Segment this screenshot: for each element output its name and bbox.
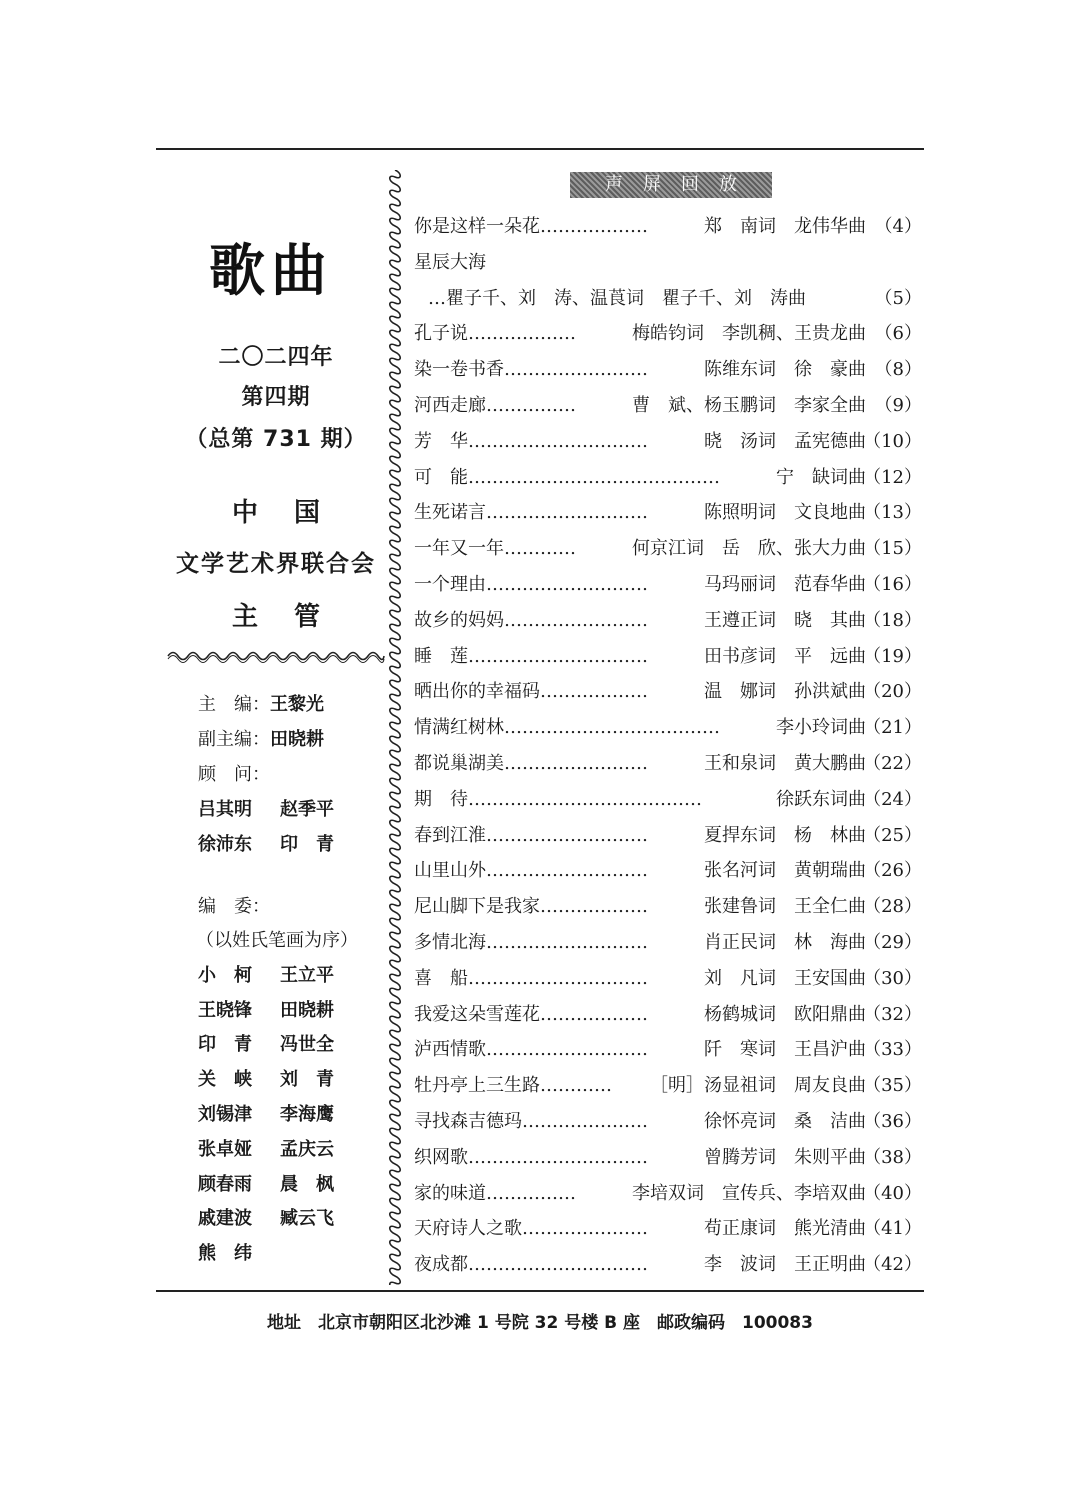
decorative-wave-divider xyxy=(166,648,386,664)
toc-entry xyxy=(414,1139,922,1169)
advisor-row xyxy=(198,795,362,821)
toc-title: 春到江淮……………………… xyxy=(414,824,648,846)
deputy-editor xyxy=(198,725,324,751)
toc-page: （9） xyxy=(874,395,922,416)
board-member: 王立平 xyxy=(280,965,334,986)
toc-entry xyxy=(414,423,922,453)
toc-title: 一年又一年………… xyxy=(414,538,576,560)
toc-title: 泸西情歌……………………… xyxy=(414,1039,648,1061)
toc-credits: 刘 凡词 王安国曲 xyxy=(704,967,866,989)
board-note xyxy=(196,926,358,952)
board-row xyxy=(198,1030,362,1056)
toc-credits: 晓 汤词 孟宪德曲 xyxy=(704,430,866,452)
toc-page: （29） xyxy=(863,932,922,953)
toc-entry xyxy=(414,960,922,990)
org-role: 主管 xyxy=(231,602,356,632)
toc-page: （42） xyxy=(863,1254,922,1276)
toc-page: （38） xyxy=(863,1146,922,1168)
toc-page: （6） xyxy=(874,323,922,345)
toc-entry xyxy=(414,709,922,739)
toc-page: （30） xyxy=(863,967,922,989)
advisor-row xyxy=(198,830,362,856)
toc-title: 家的味道…………… xyxy=(414,1182,576,1204)
toc-entry xyxy=(414,996,922,1026)
toc-title: 织网歌………………………… xyxy=(414,1146,648,1168)
board-row xyxy=(198,1100,362,1126)
toc-credits: 曹 斌、杨玉鹏词 李家全曲 xyxy=(632,395,866,416)
board-member: 戚建波 xyxy=(198,1208,252,1229)
toc-title: 尼山脚下是我家……………… xyxy=(414,896,648,918)
toc-credits: 马玛丽词 范春华曲 xyxy=(704,574,866,595)
toc-entry xyxy=(414,924,922,954)
toc-credits: …瞿子千、刘 涛、温莨词 瞿子千、刘 涛曲 xyxy=(428,287,806,309)
toc-title: 一个理由……………………… xyxy=(414,574,648,595)
board-member: 熊 纬 xyxy=(198,1243,252,1264)
toc-entry xyxy=(414,459,922,489)
board-member: 关 峡 xyxy=(198,1069,252,1090)
toc-credits: 梅皓钧词 李凯稠、王贵龙曲 xyxy=(632,323,866,345)
toc-title: 牡丹亭上三生路………… xyxy=(414,1075,612,1097)
toc-entry xyxy=(414,494,922,524)
board-row xyxy=(198,1239,362,1265)
toc-credits: 夏捍东词 杨 林曲 xyxy=(704,824,866,846)
toc-credits: ［明］汤显祖词 周友良曲 xyxy=(650,1075,866,1097)
toc-page: （32） xyxy=(863,1003,922,1025)
toc-entry xyxy=(414,602,922,632)
toc-entry xyxy=(414,888,922,918)
toc-entry xyxy=(414,315,922,345)
address-footer: 地址 北京市朝阳区北沙滩 1 号院 32 号楼 B 座 邮政编码 100083 xyxy=(267,1313,813,1333)
toc-page: （10） xyxy=(863,430,922,452)
board-member: 晨 枫 xyxy=(280,1174,334,1195)
issue-total: （总第 731 期） xyxy=(185,427,367,452)
toc-entry xyxy=(414,852,922,882)
board-member: 顾春雨 xyxy=(198,1174,252,1195)
toc-credits: 王遵正词 晓 其曲 xyxy=(704,609,866,631)
toc-page: （24） xyxy=(863,788,922,810)
toc-title: 染一卷书香…………………… xyxy=(414,359,648,381)
board-row xyxy=(198,961,362,987)
section-banner: 声屏回放 xyxy=(570,172,772,198)
toc-title: 睡 莲………………………… xyxy=(414,645,648,667)
advisors-heading xyxy=(198,760,270,786)
bottom-rule xyxy=(156,1290,924,1292)
toc-page: （4） xyxy=(874,216,922,237)
toc-page: （26） xyxy=(863,860,922,882)
board-member: 田晓耕 xyxy=(280,1000,334,1021)
toc-title: 天府诗人之歌………………… xyxy=(414,1218,648,1240)
toc-credits: 肖正民词 林 海曲 xyxy=(704,932,866,953)
toc-page: （21） xyxy=(863,717,922,739)
toc-credits: 阡 寒词 王昌沪曲 xyxy=(704,1039,866,1061)
board-row xyxy=(198,1170,362,1196)
toc-page: （8） xyxy=(874,359,922,381)
toc-entry xyxy=(414,530,922,560)
toc-title: 情满红树林……………………………… xyxy=(414,717,720,739)
board-row xyxy=(198,1204,362,1230)
toc-page: （15） xyxy=(863,538,922,560)
board-member: 张卓娅 xyxy=(198,1139,252,1160)
toc-entry xyxy=(414,1246,922,1276)
toc-entry xyxy=(414,1210,922,1240)
board-member: 冯世全 xyxy=(280,1034,334,1055)
board-row xyxy=(198,1135,362,1161)
toc-credits: 郑 南词 龙伟华曲 xyxy=(704,216,866,237)
toc-entry xyxy=(414,1103,922,1133)
toc-entry xyxy=(414,638,922,668)
toc-page: （40） xyxy=(863,1182,922,1204)
toc-title: 都说巢湖美…………………… xyxy=(414,753,648,774)
toc-title: 生死诺言……………………… xyxy=(414,502,648,524)
toc-title: 芳 华………………………… xyxy=(414,430,648,452)
board-member: 刘锡津 xyxy=(198,1104,252,1125)
toc-title: 你是这样一朵花……………… xyxy=(414,216,648,237)
toc-entry xyxy=(414,817,922,847)
advisor-name: 徐沛东 xyxy=(198,834,252,855)
board-row xyxy=(198,1065,362,1091)
board-member: 臧云飞 xyxy=(280,1208,334,1229)
toc-entry xyxy=(414,387,922,417)
toc-title: 故乡的妈妈…………………… xyxy=(414,609,648,631)
toc-credits: 曾腾芳词 朱则平曲 xyxy=(704,1146,866,1168)
toc-entry xyxy=(414,781,922,811)
chief-editor xyxy=(198,690,324,716)
chief-editor-label: 主 编： xyxy=(198,694,270,715)
toc-entry xyxy=(414,745,922,775)
toc-page: （19） xyxy=(863,645,922,667)
toc-credits: 李培双词 宣传兵、李培双曲 xyxy=(632,1182,866,1204)
toc-page: （20） xyxy=(863,681,922,703)
toc-credits: 温 娜词 孙洪斌曲 xyxy=(704,681,866,703)
toc-entry xyxy=(414,208,922,238)
toc-credits: 陈照明词 文良地曲 xyxy=(704,502,866,524)
advisor-name: 吕其明 xyxy=(198,799,252,820)
toc-credits: 宁 缺词曲 xyxy=(776,466,866,488)
toc-credits: 何京江词 岳 欣、张大力曲 xyxy=(632,538,866,560)
issue-year: 二〇二四年 xyxy=(218,345,334,370)
toc-entry xyxy=(414,1031,922,1061)
toc-title: 星辰大海 xyxy=(414,251,486,273)
org-country: 中国 xyxy=(231,498,356,528)
toc-entry xyxy=(414,673,922,703)
toc-credits: 李小玲词曲 xyxy=(776,717,866,739)
toc-title: 山里山外……………………… xyxy=(414,860,648,882)
toc-page: （22） xyxy=(863,753,922,774)
toc-credits: 李 波词 王正明曲 xyxy=(704,1254,866,1276)
toc-credits: 田书彦词 平 远曲 xyxy=(704,645,866,667)
toc-title: 期 待………………………………… xyxy=(414,788,702,810)
board-note-text: （以姓氏笔画为序） xyxy=(196,930,358,951)
toc-credits: 苟正康词 熊光清曲 xyxy=(704,1218,866,1240)
masthead-column xyxy=(156,150,388,1288)
toc-credits: 徐跃东词曲 xyxy=(776,788,866,810)
advisor-name: 赵季平 xyxy=(280,799,334,820)
toc-title: 河西走廊…………… xyxy=(414,395,576,416)
board-member: 李海鹰 xyxy=(280,1104,334,1125)
toc-credits: 杨鹤城词 欧阳鼎曲 xyxy=(704,1003,866,1025)
issue-number: 第四期 xyxy=(241,385,311,410)
magazine-logo xyxy=(186,236,356,302)
toc-title: 寻找森吉德玛………………… xyxy=(414,1111,648,1132)
toc-title: 喜 船………………………… xyxy=(414,967,648,989)
deputy-editor-label: 副主编： xyxy=(198,729,270,750)
toc-page: （25） xyxy=(863,824,922,846)
decorative-vertical-divider xyxy=(386,170,404,1285)
toc-entry xyxy=(414,244,922,274)
advisor-name: 印 青 xyxy=(280,834,334,855)
toc-title: 晒出你的幸福码……………… xyxy=(414,681,648,703)
toc-title: 夜成都………………………… xyxy=(414,1254,648,1276)
toc-title: 我爱这朵雪莲花……………… xyxy=(414,1003,648,1025)
toc-page: （28） xyxy=(863,896,922,918)
toc-entry xyxy=(414,566,922,596)
org-name: 文学艺术界联合会 xyxy=(176,550,376,577)
toc-credits: 王和泉词 黄大鹏曲 xyxy=(704,753,866,774)
board-member: 刘 青 xyxy=(280,1069,334,1090)
toc-page: （5） xyxy=(874,287,922,309)
toc-credits: 张名河词 黄朝瑞曲 xyxy=(704,860,866,882)
chief-editor-name: 王黎光 xyxy=(270,694,324,715)
toc-title: 多情北海……………………… xyxy=(414,932,648,953)
toc-page: （35） xyxy=(863,1075,922,1097)
toc-credits: 徐怀亮词 桑 洁曲 xyxy=(704,1111,866,1132)
board-label: 编 委： xyxy=(198,896,270,917)
deputy-editor-name: 田晓耕 xyxy=(270,729,324,750)
toc-credits: 张建鲁词 王全仁曲 xyxy=(704,896,866,918)
toc-page: （16） xyxy=(863,574,922,595)
toc-credits: 陈维东词 徐 豪曲 xyxy=(704,359,866,381)
board-row xyxy=(198,996,362,1022)
board-heading xyxy=(198,892,270,918)
toc-page: （41） xyxy=(863,1218,922,1240)
toc-page: （36） xyxy=(863,1111,922,1132)
board-member: 王晓锋 xyxy=(198,1000,252,1021)
toc-page: （13） xyxy=(863,502,922,524)
toc-title: 孔子说……………… xyxy=(414,323,576,345)
board-member: 小 柯 xyxy=(198,965,252,986)
toc-entry xyxy=(414,351,922,381)
advisors-label: 顾 问： xyxy=(198,764,270,785)
toc-page: （33） xyxy=(863,1039,922,1061)
logo-text: 歌曲 xyxy=(209,238,333,302)
toc-title: 可 能…………………………………… xyxy=(414,466,720,488)
toc-entry xyxy=(414,280,922,310)
board-member: 印 青 xyxy=(198,1034,252,1055)
toc-entry xyxy=(414,1175,922,1205)
toc-entry xyxy=(414,1067,922,1097)
toc-page: （18） xyxy=(863,609,922,631)
toc-page: （12） xyxy=(863,466,922,488)
board-member: 孟庆云 xyxy=(280,1139,334,1160)
